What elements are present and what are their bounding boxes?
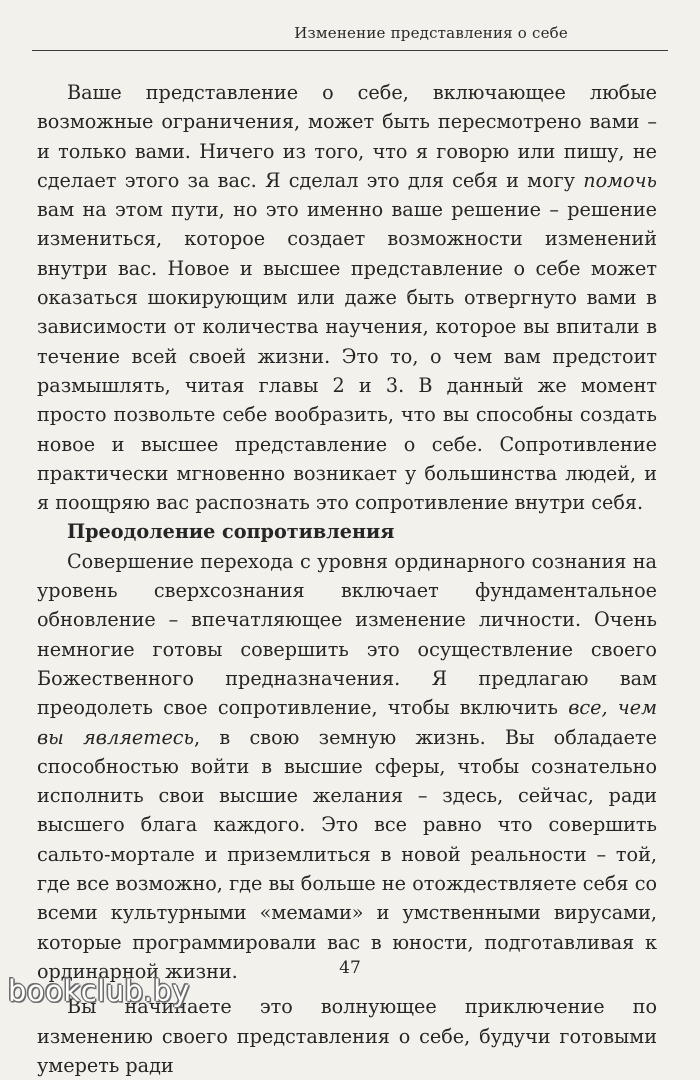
running-head: Изменение представления о себе — [294, 24, 568, 42]
body-paragraph — [37, 78, 657, 517]
body-paragraph — [37, 547, 657, 986]
section-heading: Преодоление сопротивления — [67, 520, 395, 544]
emphasis-text: помочь — [583, 168, 657, 192]
watermark-logo: bookclub.by — [8, 974, 190, 1008]
paragraph-text: , в свою земную жизнь. Вы обладаете способностью войти в высшие сферы, чтобы сознательно исполнить свои высшие желания – здесь, сейчас, ради высшего блага каждого. Это все равно что совершить сальто-мортале и приземлиться в новой реальности – той, где все возможно, где вы больше не отождествляете себя со всеми культурными «мемами» и умственными вирусами, которые программировали вас в юности, подготавливая к ординарной жизни. — [37, 725, 657, 983]
body-paragraph: Вы начинаете это волнующее приключение по изменению своего представления о себе, будучи готовыми умереть ради — [37, 995, 657, 1077]
paragraph-text: Совершение перехода с уровня ординарного сознания на уровень сверхсознания включает фундаментальное обновление – впечатляющее изменение личности. Очень немногие готовы совершить это осуществление своего Божественного предназначения. Я предлагаю вам преодолеть свое сопротивление, чтобы включить — [37, 549, 657, 720]
page-body — [37, 78, 657, 1080]
page-header — [0, 24, 668, 54]
paragraph-text: Ваше представление о себе, включающее любые возможные ограничения, может быть пересмотрено вами – и только вами. Ничего из того, что я говорю или пишу, не сделает этого за вас. Я сделал это для себя и могу — [37, 81, 657, 192]
paragraph-text: вам на этом пути, но это именно ваше решение – решение измениться, которое создает возможности изменений внутри вас. Новое и высшее представление о себе может оказаться шокирующим или даже быть отвергнуто вами в зависимости от количества научения, которое вы впитали в течение всей своей жизни. Это то, о чем вам предстоит размышлять, читая главы 2 и 3. В данный же момент просто позвольте себе вообразить, что вы способны создать новое и высшее представление о себе. Сопротивление практически мгновенно возникает у большинства людей, и я поощряю вас распознать это сопротивление внутри себя. — [37, 198, 657, 515]
header-rule — [32, 50, 668, 51]
emphasis-text: все, чем вы являетесь — [37, 696, 657, 749]
page-number: 47 — [339, 958, 361, 978]
